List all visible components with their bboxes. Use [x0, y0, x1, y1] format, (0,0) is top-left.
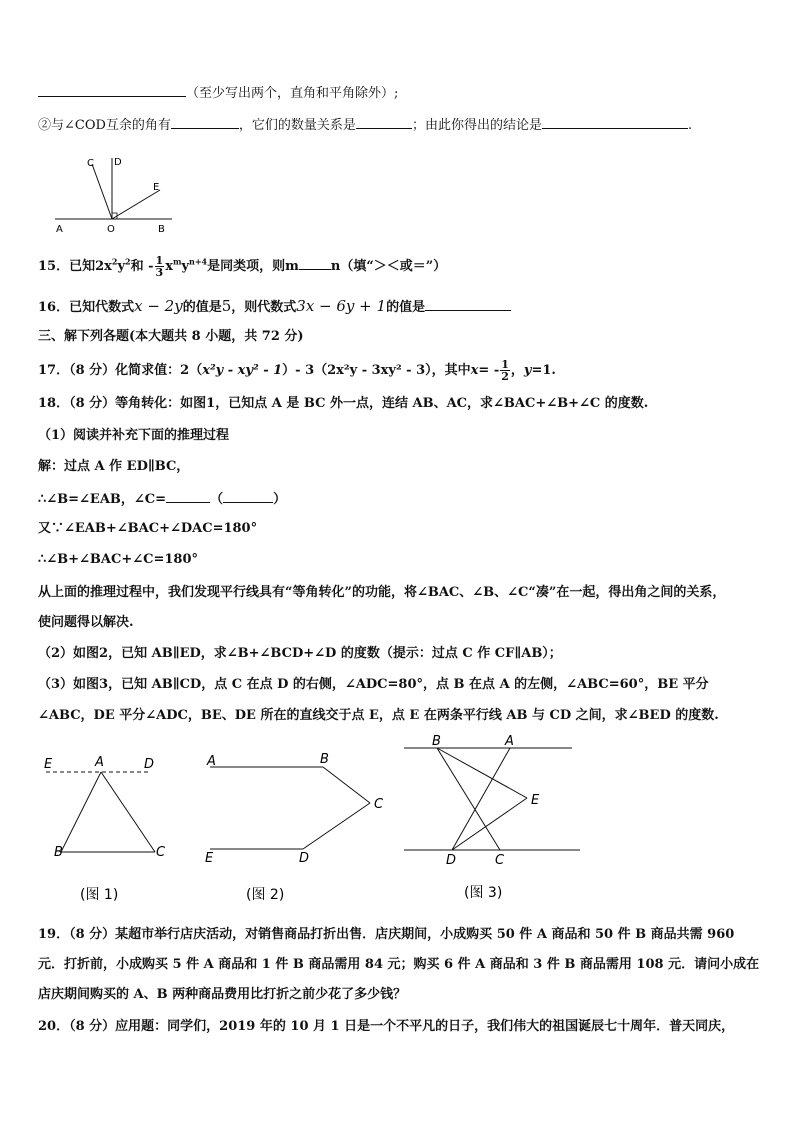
q16-number: 16．	[38, 300, 70, 315]
q17-expr: x²y - xy² - 1	[202, 363, 283, 378]
q18-para1: 从上面的推理过程中，我们发现平行线具有“等角转化”的功能，将∠BAC、∠B、∠C“凑”在一起，得出角之间的关系，	[38, 585, 726, 600]
fraction-one-half	[500, 359, 510, 382]
answer-blank[interactable]	[356, 116, 412, 129]
label-d: D	[446, 853, 457, 868]
answer-blank[interactable]	[38, 84, 186, 97]
q18-step1	[38, 490, 286, 508]
label-d: D	[114, 157, 122, 168]
q18-intro: 18．（8 分）等角转化：如图1，已知点 A 是 BC 外一点，连结 AB、AC，求∠BAC+∠B+∠C 的度数.	[38, 396, 649, 411]
label-a: A	[95, 755, 104, 770]
answer-blank[interactable]	[299, 257, 331, 270]
q17-number: 17．	[38, 363, 70, 378]
figure-3	[400, 730, 590, 910]
label-a: A	[56, 224, 63, 235]
q15-term: 2x	[95, 259, 112, 274]
label-c: C	[87, 158, 94, 169]
label-e: E	[44, 757, 53, 772]
label-b: B	[158, 224, 165, 235]
q15-exp: n+4	[189, 256, 208, 267]
q15-m: m	[285, 259, 299, 274]
q14-text-a: ②与∠COD互余的角有	[38, 118, 171, 133]
answer-blank[interactable]	[223, 490, 273, 503]
figure-cod	[50, 152, 180, 238]
q16-expr1: x − 2y	[134, 297, 183, 315]
figure-3-caption: (图 3)	[464, 885, 503, 901]
question-15	[38, 255, 446, 278]
q15-term: x	[165, 259, 173, 274]
label-a: A	[207, 754, 216, 769]
figure-2	[200, 745, 400, 910]
q14-line2	[38, 116, 692, 134]
frac-numerator: 1	[155, 254, 164, 267]
segment-ac	[101, 772, 155, 852]
answer-blank[interactable]	[542, 116, 688, 129]
q15-term: y	[117, 259, 126, 274]
label-e: E	[153, 182, 160, 193]
label-a: A	[505, 734, 514, 749]
q18-part3-line2: ∠ABC，DE 平分∠ADC，BE、DE 所在的直线交于点 E，点 E 在两条平行线 AB 与 CD 之间，求∠BED 的度数.	[38, 708, 719, 723]
q14-note: （至少写出两个，直角和平角除外）;	[186, 86, 399, 101]
q15-exp: 2	[125, 256, 131, 267]
q19-line3: 店庆期间购买的 A、B 两种商品费用比打折之前少花了多少钱？	[38, 987, 407, 1002]
q18-paren-open: （	[210, 492, 224, 507]
section-heading: 三、解下列各题(本大题共 8 小题，共 72 分)	[38, 329, 304, 344]
segment-ad	[452, 748, 510, 850]
label-b: B	[54, 845, 63, 860]
frac-denominator: 2	[501, 370, 509, 383]
frac-numerator: 1	[501, 358, 509, 371]
label-e: E	[205, 851, 214, 866]
q16-text: 的值是	[182, 300, 222, 315]
q20-line1: 20．（8 分）应用题：同学们，2019 年的 10 月 1 日是一个不平凡的日子，我们伟大的祖国诞辰七十周年．普天同庆，	[38, 1019, 735, 1034]
answer-blank[interactable]	[425, 298, 511, 311]
q15-hint: （填“＞＜或＝”）	[340, 259, 447, 274]
q15-term: y	[181, 259, 189, 274]
q15-number: 15．	[38, 259, 70, 274]
label-o: O	[107, 224, 115, 235]
q15-n: n	[330, 259, 341, 274]
label-c: C	[374, 797, 384, 812]
q17-text: （8 分）化简求值：2（	[69, 363, 203, 378]
q19-line2: 元．打折前，小成购买 5 件 A 商品和 1 件 B 商品需用 84 元；购买 6 件 A 商品和 3 件 B 商品需用 108 元．请问小成在	[38, 957, 760, 972]
label-b: B	[432, 734, 441, 749]
q14-line1	[38, 84, 398, 102]
label-d: D	[299, 851, 310, 866]
label-b: B	[320, 752, 329, 767]
answer-blank[interactable]	[166, 490, 210, 503]
q18-step2: 又∵∠EAB+∠BAC+∠DAC=180°	[38, 521, 258, 536]
q18-part1: （1）阅读并补充下面的推理过程	[38, 428, 230, 443]
q17-text: ）- 3（2x²y - 3xy² - 3），其中	[282, 363, 471, 378]
q15-exp: 2	[111, 256, 118, 267]
frac-denominator: 3	[155, 266, 164, 279]
label-e: E	[531, 793, 540, 808]
q15-text: 和 -	[130, 259, 154, 274]
figure-1	[38, 750, 178, 910]
q18-solution: 解：过点 A 作 ED∥BC，	[38, 459, 190, 474]
figure-1-caption: (图 1)	[80, 887, 119, 903]
q15-exp: m	[172, 256, 182, 267]
q18-step3: ∴∠B+∠BAC+∠C=180°	[38, 552, 199, 567]
segment-ed	[452, 798, 527, 850]
q18-part3-line1: （3）如图3，已知 AB∥CD，点 C 在点 D 的右侧，∠ADC=80°，点 B 在点 A 的左侧，∠ABC=60°，BE 平分	[38, 677, 709, 692]
q15-text: 已知	[69, 259, 96, 274]
label-c: C	[156, 845, 166, 860]
question-17	[38, 359, 556, 382]
q18-step1-text: ∴∠B=∠EAB，∠C=	[38, 492, 167, 507]
figure-2-caption: (图 2)	[246, 887, 285, 903]
segment-ab	[61, 772, 101, 852]
q17-x: x	[470, 363, 479, 378]
fraction-one-third	[155, 255, 165, 278]
ray-oc	[92, 164, 112, 219]
q16-expr2: 3x − 6y + 1	[296, 297, 387, 315]
segment-be	[437, 748, 527, 798]
q16-text: 已知代数式	[69, 300, 135, 315]
q16-value: 5	[221, 297, 232, 315]
q17-text: = -	[478, 363, 500, 378]
q17-text: =1.	[531, 363, 556, 378]
q14-text-c: ；由此你得出的结论是	[411, 118, 542, 133]
q18-para2: 使问题得以解决.	[38, 615, 134, 630]
q16-text: 的值是	[386, 300, 426, 315]
q15-text: 是同类项，则	[207, 259, 286, 274]
q19-line1: 19．（8 分）某超市举行店庆活动，对销售商品打折出售．店庆期间，小成购买 50 件 A 商品和 50 件 B 商品共需 960	[38, 927, 735, 942]
q16-text: ，则代数式	[231, 300, 297, 315]
q17-text: ，	[510, 363, 524, 378]
q17-y: y	[523, 363, 532, 378]
q18-paren-close: ）	[273, 492, 287, 507]
q14-text-b: ，它们的数量关系是	[238, 118, 356, 133]
segment-bc	[323, 767, 370, 803]
label-c: C	[495, 853, 505, 868]
answer-blank[interactable]	[171, 116, 239, 129]
q14-text-end: .	[687, 118, 693, 133]
segment-cd	[303, 803, 370, 849]
segment-bc	[437, 748, 500, 850]
label-d: D	[144, 757, 155, 772]
question-16	[38, 298, 511, 316]
ray-oe	[112, 190, 160, 219]
q18-part2: （2）如图2，已知 AB∥ED，求∠B+∠BCD+∠D 的度数（提示：过点 C 作 CF∥AB）；	[38, 646, 562, 661]
